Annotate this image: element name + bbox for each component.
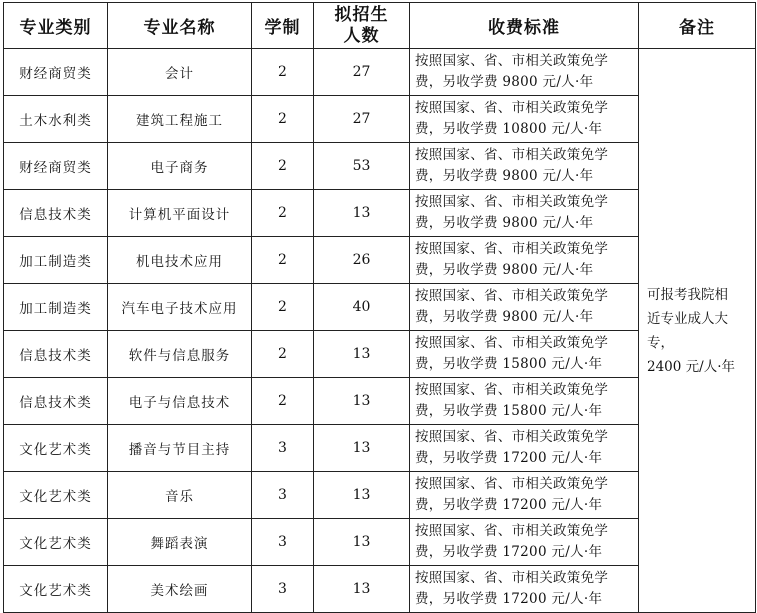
quota-cell: 53 — [314, 143, 410, 190]
fee-cell — [410, 472, 639, 519]
quota-cell: 13 — [314, 378, 410, 425]
duration-cell: 3 — [252, 472, 314, 519]
category-cell: 文化艺术类 — [4, 519, 108, 566]
category-cell: 加工制造类 — [4, 237, 108, 284]
major-cell: 机电技术应用 — [108, 237, 252, 284]
fee-cell — [410, 425, 639, 472]
fee-line1: 按照国家、省、市相关政策免学 — [415, 335, 609, 351]
fee-cell — [410, 49, 639, 96]
fee-cell — [410, 96, 639, 143]
duration-cell: 2 — [252, 378, 314, 425]
duration-cell: 2 — [252, 96, 314, 143]
fee-cell — [410, 284, 639, 331]
fee-line1: 按照国家、省、市相关政策免学 — [415, 429, 609, 445]
header-major: 专业名称 — [108, 3, 252, 49]
major-cell: 电子与信息技术 — [108, 378, 252, 425]
duration-cell: 3 — [252, 425, 314, 472]
header-quota-line2: 人数 — [343, 25, 380, 46]
quota-cell: 40 — [314, 284, 410, 331]
quota-cell: 13 — [314, 425, 410, 472]
fee-cell — [410, 237, 639, 284]
fee-line2: 费，另收学费 9800 元/人·年 — [415, 168, 594, 184]
category-cell: 信息技术类 — [4, 190, 108, 237]
fee-line1: 按照国家、省、市相关政策免学 — [415, 241, 609, 257]
fee-line2: 费，另收学费 17200 元/人·年 — [415, 450, 603, 466]
category-cell: 信息技术类 — [4, 331, 108, 378]
major-cell: 建筑工程施工 — [108, 96, 252, 143]
duration-cell: 2 — [252, 331, 314, 378]
major-cell: 汽车电子技术应用 — [108, 284, 252, 331]
major-cell: 电子商务 — [108, 143, 252, 190]
category-cell: 文化艺术类 — [4, 472, 108, 519]
fee-line2: 费，另收学费 17200 元/人·年 — [415, 544, 603, 560]
category-cell: 加工制造类 — [4, 284, 108, 331]
category-cell: 财经商贸类 — [4, 49, 108, 96]
fee-line2: 费，另收学费 9800 元/人·年 — [415, 262, 594, 278]
header-quota — [314, 3, 410, 49]
fee-line2: 费，另收学费 17200 元/人·年 — [415, 497, 603, 513]
quota-cell: 13 — [314, 190, 410, 237]
category-cell: 土木水利类 — [4, 96, 108, 143]
note-line2: 近专业成人大 — [647, 310, 728, 327]
fee-line1: 按照国家、省、市相关政策免学 — [415, 523, 609, 539]
major-cell: 美术绘画 — [108, 566, 252, 613]
enrollment-table — [3, 2, 756, 613]
header-note: 备注 — [639, 3, 756, 49]
quota-cell: 26 — [314, 237, 410, 284]
fee-line2: 费，另收学费 9800 元/人·年 — [415, 215, 594, 231]
duration-cell: 3 — [252, 566, 314, 613]
header-duration: 学制 — [252, 3, 314, 49]
fee-cell — [410, 378, 639, 425]
fee-line1: 按照国家、省、市相关政策免学 — [415, 382, 609, 398]
fee-line1: 按照国家、省、市相关政策免学 — [415, 147, 609, 163]
note-line4: 2400 元/人·年 — [647, 358, 735, 375]
quota-cell: 27 — [314, 49, 410, 96]
duration-cell: 2 — [252, 284, 314, 331]
header-quota-line1: 拟招生 — [334, 4, 389, 25]
fee-cell — [410, 519, 639, 566]
major-cell: 播音与节目主持 — [108, 425, 252, 472]
major-cell: 会计 — [108, 49, 252, 96]
duration-cell: 2 — [252, 190, 314, 237]
fee-cell — [410, 190, 639, 237]
category-cell: 财经商贸类 — [4, 143, 108, 190]
fee-line2: 费，另收学费 15800 元/人·年 — [415, 356, 603, 372]
quota-cell: 27 — [314, 96, 410, 143]
fee-line1: 按照国家、省、市相关政策免学 — [415, 288, 609, 304]
fee-line2: 费，另收学费 15800 元/人·年 — [415, 403, 603, 419]
note-cell — [639, 49, 756, 613]
category-cell: 文化艺术类 — [4, 425, 108, 472]
fee-line2: 费，另收学费 9800 元/人·年 — [415, 309, 594, 325]
duration-cell: 2 — [252, 49, 314, 96]
note-line3: 专， — [647, 334, 674, 351]
major-cell: 计算机平面设计 — [108, 190, 252, 237]
quota-cell: 13 — [314, 472, 410, 519]
fee-cell — [410, 331, 639, 378]
fee-line1: 按照国家、省、市相关政策免学 — [415, 570, 609, 586]
table-row — [4, 49, 756, 96]
header-fee: 收费标准 — [410, 3, 639, 49]
major-cell: 软件与信息服务 — [108, 331, 252, 378]
fee-line1: 按照国家、省、市相关政策免学 — [415, 53, 609, 69]
fee-line2: 费，另收学费 10800 元/人·年 — [415, 121, 603, 137]
fee-cell — [410, 143, 639, 190]
duration-cell: 2 — [252, 237, 314, 284]
note-line1: 可报考我院相 — [647, 286, 728, 303]
major-cell: 舞蹈表演 — [108, 519, 252, 566]
category-cell: 信息技术类 — [4, 378, 108, 425]
fee-line2: 费，另收学费 9800 元/人·年 — [415, 74, 594, 90]
fee-line2: 费，另收学费 17200 元/人·年 — [415, 591, 603, 607]
header-row — [4, 3, 756, 49]
fee-cell — [410, 566, 639, 613]
fee-line1: 按照国家、省、市相关政策免学 — [415, 194, 609, 210]
header-category: 专业类别 — [4, 3, 108, 49]
duration-cell: 2 — [252, 143, 314, 190]
fee-line1: 按照国家、省、市相关政策免学 — [415, 476, 609, 492]
quota-cell: 13 — [314, 519, 410, 566]
quota-cell: 13 — [314, 331, 410, 378]
major-cell: 音乐 — [108, 472, 252, 519]
fee-line1: 按照国家、省、市相关政策免学 — [415, 100, 609, 116]
duration-cell: 3 — [252, 519, 314, 566]
quota-cell: 13 — [314, 566, 410, 613]
category-cell: 文化艺术类 — [4, 566, 108, 613]
